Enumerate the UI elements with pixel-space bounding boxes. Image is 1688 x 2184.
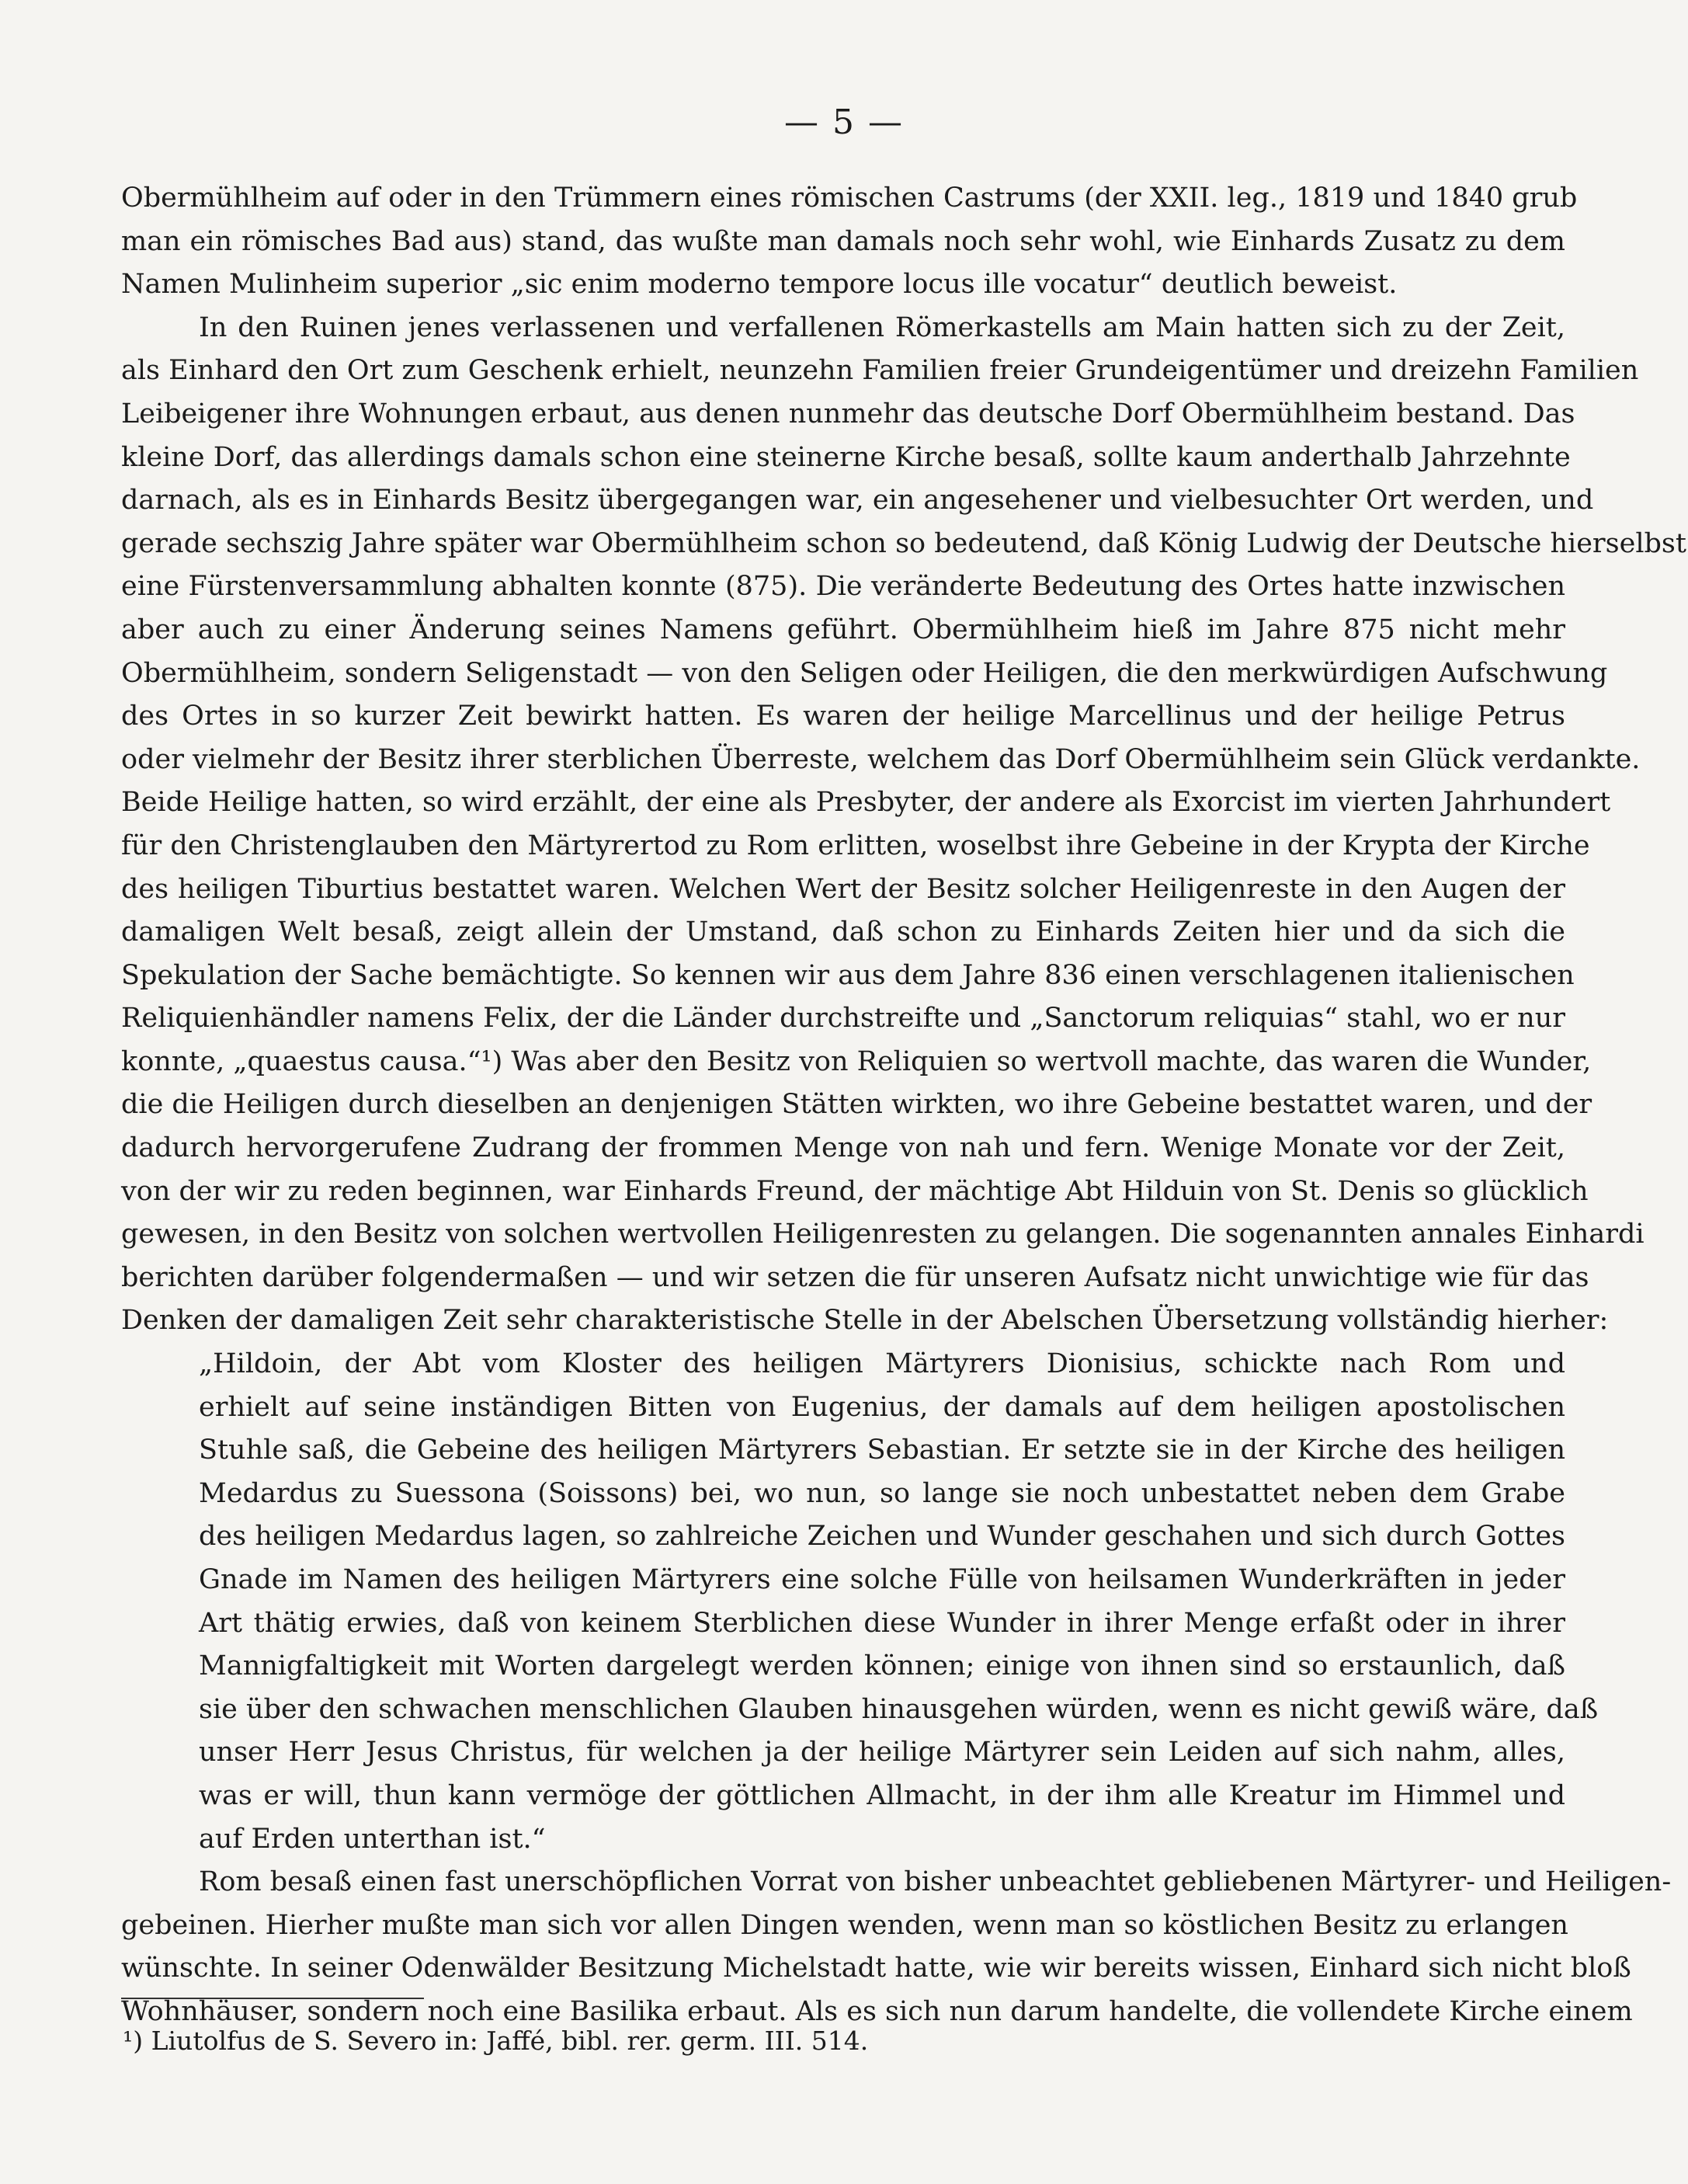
- text-line: als Einhard den Ort zum Geschenk erhielt, neunzehn Familien freier Grundeigentümer und dreizehn Familien: [121, 355, 1639, 387]
- text-line: aber auch zu einer Änderung seines Namens geführt. Obermühlheim hieß im Jahre 875 nicht mehr: [121, 614, 1565, 645]
- quote-line: Art thätig erwies, daß von keinem Sterblichen diese Wunder in ihrer Menge erfaßt oder in ihrer: [199, 1607, 1565, 1639]
- quote-line: Gnade im Namen des heiligen Märtyrers eine solche Fülle von heilsamen Wunderkräften in jeder: [199, 1564, 1565, 1595]
- text-line: gewesen, in den Besitz von solchen wertvollen Heiligenresten zu gelangen. Die sogenannten annales Einhardi: [121, 1219, 1645, 1250]
- text-line: für den Christenglauben den Märtyrertod zu Rom erlitten, woselbst ihre Gebeine in der Krypta der Kirche: [121, 829, 1590, 861]
- quote-line: auf Erden unterthan ist.“: [199, 1823, 546, 1855]
- footnote-divider: [121, 1998, 424, 1999]
- paragraph-continuation: [121, 177, 1578, 307]
- text-line: die die Heiligen durch dieselben an denjenigen Stätten wirkten, wo ihre Gebeine bestattet waren, und der: [121, 1089, 1592, 1121]
- text-line: Obermühlheim, sondern Seligenstadt — von den Seligen oder Heiligen, die den merkwürdigen Aufschwung: [121, 657, 1608, 689]
- text-line: von der wir zu reden beginnen, war Einhards Freund, der mächtige Abt Hilduin von St. Denis so glücklich: [121, 1175, 1589, 1207]
- text-line: berichten darüber folgendermaßen — und wir setzen die für unseren Aufsatz nicht unwichtige wie für das: [121, 1261, 1589, 1293]
- text-line: oder vielmehr der Besitz ihrer sterblichen Überreste, welchem das Dorf Obermühlheim sein Glück verdankte.: [121, 743, 1641, 775]
- footnote: ¹) Liutolfus de S. Severo in: Jaffé, bibl. rer. germ. III. 514.: [123, 2026, 869, 2056]
- quote-line: Medardus zu Suessona (Soissons) bei, wo nun, so lange sie noch unbestattet neben dem Grabe: [199, 1477, 1565, 1509]
- body-text: [121, 177, 1686, 2034]
- page-number: — 5 —: [784, 103, 904, 142]
- paragraph-main: [121, 307, 1686, 1343]
- text-line: darnach, als es in Einhards Besitz übergegangen war, ein angesehener und vielbesuchter Ort werden, und: [121, 485, 1594, 516]
- quote-line: des heiligen Medardus lagen, so zahlreiche Zeichen und Wunder geschahen und sich durch Gottes: [199, 1521, 1565, 1553]
- text-line: Namen Mulinheim superior „sic enim moderno tempore locus ille vocatur“ deutlich beweist.: [121, 269, 1398, 301]
- text-line: des Ortes in so kurzer Zeit bewirkt hatten. Es waren der heilige Marcellinus und der heilige Petrus: [121, 701, 1565, 732]
- quote-line: was er will, thun kann vermöge der göttlichen Allmacht, in der ihm alle Kreatur im Himmel und: [199, 1779, 1565, 1811]
- text-line: des heiligen Tiburtius bestattet waren. Welchen Wert der Besitz solcher Heiligenreste in den Augen der: [121, 873, 1565, 905]
- quote-line: erhielt auf seine inständigen Bitten von Eugenius, der damals auf dem heiligen apostolischen: [199, 1391, 1565, 1423]
- quote-line: sie über den schwachen menschlichen Glauben hinausgehen würden, wenn es nicht gewiß wäre, daß: [199, 1693, 1599, 1725]
- text-line: dadurch hervorgerufene Zudrang der frommen Menge von nah und fern. Wenige Monate vor der Zeit,: [121, 1132, 1565, 1164]
- text-line: Rom besaß einen fast unerschöpflichen Vorrat von bisher unbeachtet gebliebenen Märtyrer- und Heiligen-: [199, 1866, 1672, 1898]
- text-line: In den Ruinen jenes verlassenen und verfallenen Römerkastells am Main hatten sich zu der Zeit,: [199, 311, 1565, 343]
- text-line: Wohnhäuser, sondern noch eine Basilika erbaut. Als es sich nun darum handelte, die vollendete Kirche einem: [121, 1995, 1633, 2027]
- text-line: gebeinen. Hierher mußte man sich vor allen Dingen wenden, wenn man so köstlichen Besitz zu erlangen: [121, 1909, 1568, 1941]
- text-line: Denken der damaligen Zeit sehr charakteristische Stelle in der Abelschen Übersetzung vollständig hierher:: [121, 1305, 1609, 1337]
- quote-line: unser Herr Jesus Christus, für welchen ja der heilige Märtyrer sein Leiden auf sich nahm, alles,: [199, 1737, 1565, 1768]
- text-line: Leibeigener ihre Wohnungen erbaut, aus denen nunmehr das deutsche Dorf Obermühlheim bestand. Das: [121, 398, 1575, 429]
- text-line: gerade sechszig Jahre später war Obermühlheim schon so bedeutend, daß König Ludwig der Deutsche hierselbst: [121, 527, 1686, 559]
- paragraph-final: [121, 1861, 1672, 2033]
- text-line: damaligen Welt besaß, zeigt allein der Umstand, daß schon zu Einhards Zeiten hier und da sich die: [121, 916, 1565, 948]
- block-quote: [121, 1343, 1599, 1861]
- quote-line: „Hildoin, der Abt vom Kloster des heiligen Märtyrers Dionisius, schickte nach Rom und: [199, 1348, 1565, 1380]
- text-line: man ein römisches Bad aus) stand, das wußte man damals noch sehr wohl, wie Einhards Zusatz zu dem: [121, 225, 1565, 257]
- quote-line: Mannigfaltigkeit mit Worten dargelegt werden können; einige von ihnen sind so erstaunlich, daß: [199, 1650, 1565, 1682]
- text-line: Reliquienhändler namens Felix, der die Länder durchstreifte und „Sanctorum reliquias“ stahl, wo er nur: [121, 1003, 1565, 1035]
- text-line: Spekulation der Sache bemächtigte. So kennen wir aus dem Jahre 836 einen verschlagenen italienischen: [121, 959, 1575, 991]
- quote-line: Stuhle saß, die Gebeine des heiligen Märtyrers Sebastian. Er setzte sie in der Kirche des heiligen: [199, 1435, 1565, 1466]
- text-line: wünschte. In seiner Odenwälder Besitzung Michelstadt hatte, wie wir bereits wissen, Einhard sich nicht bloß: [121, 1953, 1631, 1984]
- text-line: konnte, „quaestus causa.“¹) Was aber den Besitz von Reliquien so wertvoll machte, das waren die Wunder,: [121, 1045, 1592, 1077]
- text-line: Beide Heilige hatten, so wird erzählt, der eine als Presbyter, der andere als Exorcist im vierten Jahrhundert: [121, 787, 1611, 819]
- text-line: Obermühlheim auf oder in den Trümmern eines römischen Castrums (der XXII. leg., 1819 und 1840 grub: [121, 183, 1578, 214]
- text-line: kleine Dorf, das allerdings damals schon eine steinerne Kirche besaß, sollte kaum anderthalb Jahrzehnte: [121, 441, 1571, 473]
- text-line: eine Fürstenversammlung abhalten konnte (875). Die veränderte Bedeutung des Ortes hatte inzwischen: [121, 571, 1565, 603]
